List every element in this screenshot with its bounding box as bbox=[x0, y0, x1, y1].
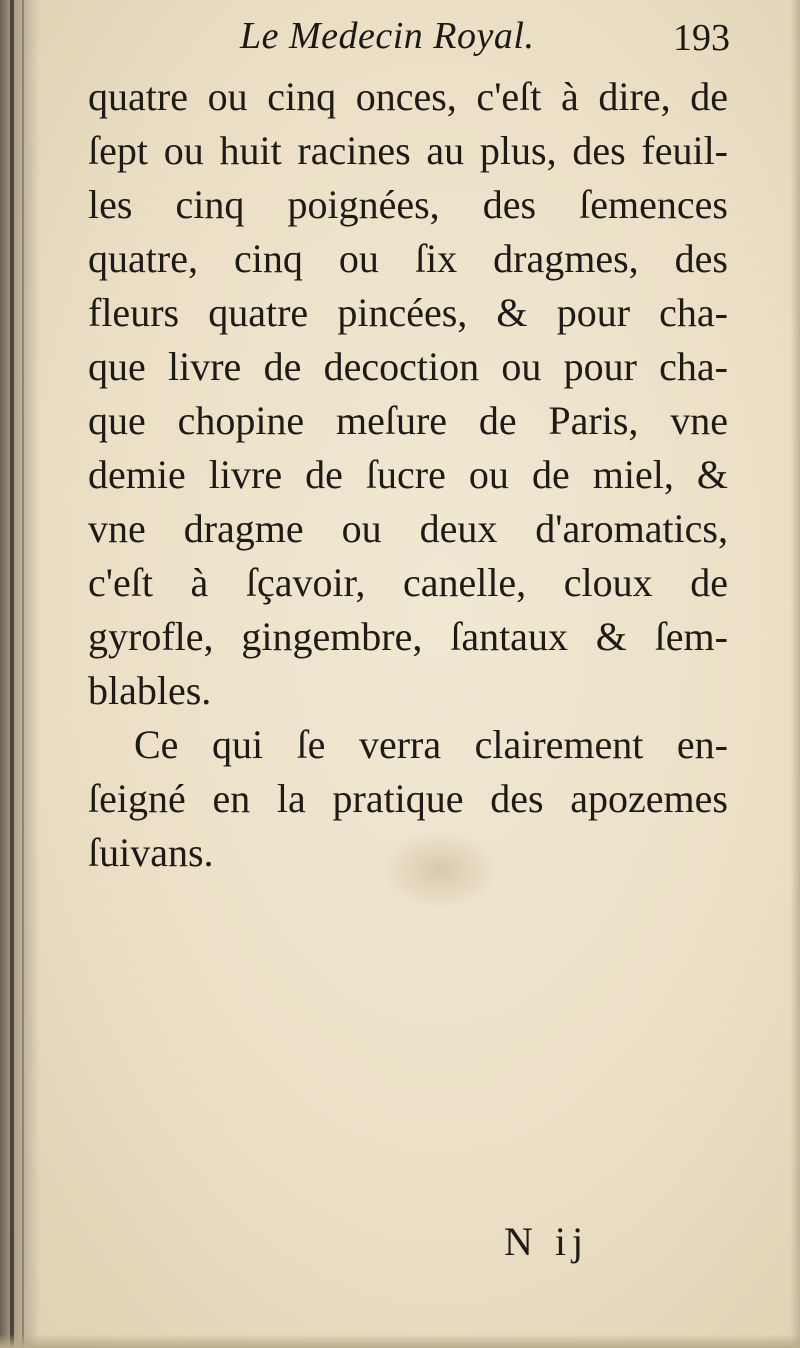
text-line: fleurs quatre pincées, & pour cha- bbox=[88, 290, 728, 335]
page-right-edge bbox=[790, 0, 800, 1348]
spine-edge-inner bbox=[22, 0, 24, 1348]
signature-mark: N ij bbox=[504, 1219, 590, 1264]
text-line: c'eſt à ſçavoir, canelle, cloux de bbox=[88, 560, 728, 605]
page-bottom-edge bbox=[0, 1334, 800, 1348]
text-line: ſuivans. bbox=[88, 830, 214, 875]
text-line: que livre de decoction ou pour cha- bbox=[88, 344, 728, 389]
text-line: gyrofle, gingembre, ſantaux & ſem- bbox=[88, 614, 728, 659]
text-line: vne dragme ou deux d'aromatics, bbox=[88, 506, 728, 551]
text-line: quatre, cinq ou ſix dragmes, des bbox=[88, 236, 728, 281]
paragraph-1 bbox=[88, 70, 728, 718]
text-line: Ce qui ſe verra clairement en- bbox=[134, 722, 728, 767]
text-line: les cinq poignées, des ſemences bbox=[88, 182, 728, 227]
text-line: ſeigné en la pratique des apozemes bbox=[88, 776, 728, 821]
running-head: Le Medecin Royal. bbox=[240, 15, 535, 57]
body-text bbox=[88, 70, 728, 880]
text-line: ſept ou huit racines au plus, des feuil- bbox=[88, 128, 728, 173]
text-line: demie livre de ſucre ou de miel, & bbox=[88, 452, 728, 497]
page-header bbox=[90, 14, 730, 74]
text-line: que chopine meſure de Paris, vne bbox=[88, 398, 728, 443]
spine-edge bbox=[10, 0, 14, 1348]
page-number: 193 bbox=[673, 17, 730, 59]
text-line: quatre ou cinq onces, c'eſt à dire, de bbox=[88, 74, 728, 119]
text-line: blables. bbox=[88, 668, 212, 713]
paragraph-2 bbox=[88, 718, 728, 880]
gutter-shadow bbox=[0, 0, 40, 1348]
